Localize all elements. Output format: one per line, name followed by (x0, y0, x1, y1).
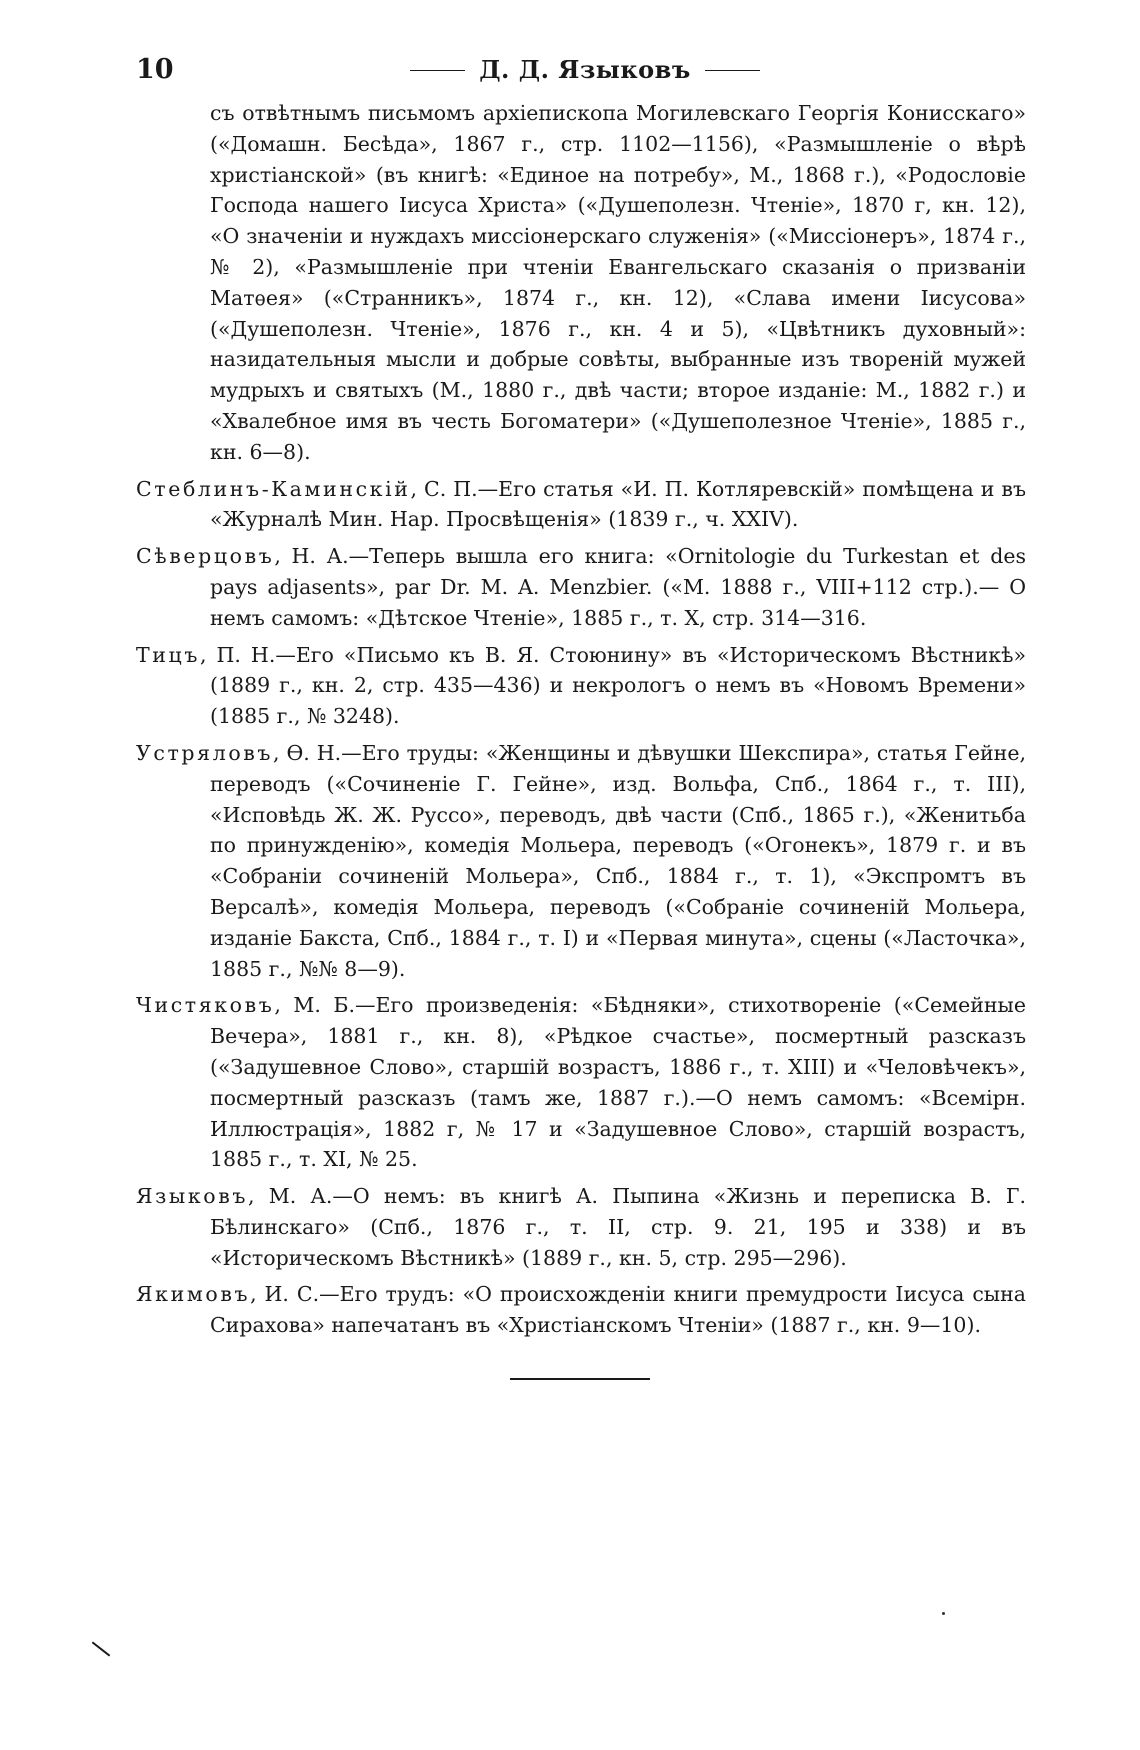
entry-tits (136, 640, 1026, 732)
entry-text: , М. Б.—Его произведенія: «Бѣдняки», стихотвореніе («Семейные Вечера», 1881 г., кн. 8), «Рѣдкое счастье», посмертный разсказъ («Задушевное Слово», старшій возрастъ, 1886 г., т. XIII) и «Человѣчекъ», посмертный разсказъ (тамъ же, 1887 г.).—О немъ самомъ: «Всемірн. Иллюстрація», 1882 г, № 17 и «Задушевное Слово», старшій возрастъ, 1885 г., т. XI, № 25. (210, 993, 1026, 1172)
entry-chistyakov (136, 990, 1026, 1175)
end-rule (510, 1378, 650, 1380)
corner-mark (92, 1641, 111, 1656)
running-head-rule-right (705, 70, 760, 71)
entry-text: , И. С.—Его трудъ: «О происхожденіи книги премудрости Іисуса сына Сирахова» напечатанъ въ «Христіанскомъ Чтеніи» (1887 г., кн. 9—10). (210, 1282, 1026, 1338)
entry-author: Чистяковъ (136, 993, 275, 1018)
running-head (410, 54, 760, 86)
page-number: 10 (136, 54, 174, 85)
entry-text: , П. Н.—Его «Письмо къ В. Я. Стоюнину» въ «Историческомъ Вѣстникѣ» (1889 г., кн. 2, стр. 435—436) и некрологъ о немъ въ «Новомъ Времени» (1885 г., № 3248). (199, 642, 1026, 729)
continuation-paragraph: съ отвѣтнымъ письмомъ архіепископа Могилевскаго Георгія Конисскаго» («Домашн. Бесѣда», 1867 г., стр. 1102—1156), «Размышленіе о вѣрѣ христіанской» (въ книгѣ: «Единое на потребу», М., 1868 г.), «Родословіе Господа нашего Іисуса Христа» («Душеполезн. Чтеніе», 1870 г, кн. 12), «О значеніи и нуждахъ миссіонерскаго служенія» («Миссіонеръ», 1874 г., № 2), «Размышленіе при чтеніи Евангельскаго сказанія о призваніи Матѳея» («Странникъ», 1874 г., кн. 12), «Слава имени Іисусова» («Душеполезн. Чтеніе», 1876 г., кн. 4 и 5), «Цвѣтникъ духовный»: назидательныя мысли и добрые совѣты, выбранные изъ твореній мужей мудрыхъ и святыхъ (М., 1880 г., двѣ части; второе изданіе: М., 1882 г.) и «Хвалебное имя въ честь Богоматери» («Душеполезное Чтеніе», 1885 г., кн. 6—8). (210, 101, 1026, 464)
running-head-rule-left (410, 70, 465, 71)
entry-yazykov (136, 1181, 1026, 1273)
entry-text: , Ѳ. Н.—Его труды: «Женщины и дѣвушки Шекспира», статья Гейне, переводъ («Сочиненіе Г. Гейне», изд. Вольфа, Спб., 1864 г., т. III), «Исповѣдь Ж. Ж. Руссо», переводъ, двѣ части (Спб., 1865 г.), «Женитьба по принужденію», комедія Мольера, переводъ («Огонекъ», 1879 г. и въ «Собраніи сочиненій Мольера», Спб., 1884 г., т. 1), «Экспромтъ въ Версалѣ», комедія Мольера, переводъ («Собраніе сочиненій Мольера, изданіе Бакста, Спб., 1884 г., т. I) и «Первая минута», сцены («Ласточка», 1885 г., №№ 8—9). (210, 740, 1026, 981)
entry-author: Тицъ (136, 642, 200, 667)
entry-steblin-kaminsky (136, 474, 1026, 536)
entry-author: Сѣверцовъ (136, 544, 275, 569)
entry-severtsov (136, 541, 1026, 633)
entry-author: Стеблинъ-Каминскій (136, 476, 411, 501)
entry-ustryalov (136, 738, 1026, 984)
entry-author: Устряловъ (136, 740, 274, 765)
entry-author: Якимовъ (136, 1282, 251, 1307)
entry-text: , М. А.—О немъ: въ книгѣ А. Пыпина «Жизнь и переписка В. Г. Бѣлинскаго» (Спб., 1876 г., т. II, стр. 9. 21, 195 и 338) и въ «Историческомъ Вѣстникѣ» (1889 г., кн. 5, стр. 295—296). (210, 1184, 1026, 1270)
entry-text: , С. П.—Его статья «И. П. Котляревскій» помѣщена и въ «Журналѣ Мин. Нар. Просвѣщенія» (1839 г., ч. XXIV). (210, 476, 1026, 532)
entry-text: , Н. А.—Теперь вышла его книга: «Ornitologie du Turkestan et des pays adjasents», par Dr. M. A. Menzbier. («М. 1888 г., VIII+112 стр.).— О немъ самомъ: «Дѣтское Чтеніе», 1885 г., т. X, стр. 314—316. (210, 544, 1026, 630)
stray-mark (942, 1612, 945, 1615)
running-title: Д. Д. Языковъ (479, 55, 691, 84)
entry-yakimov (136, 1279, 1026, 1341)
entry-author: Языковъ (136, 1184, 248, 1209)
text-body (136, 98, 1026, 1347)
